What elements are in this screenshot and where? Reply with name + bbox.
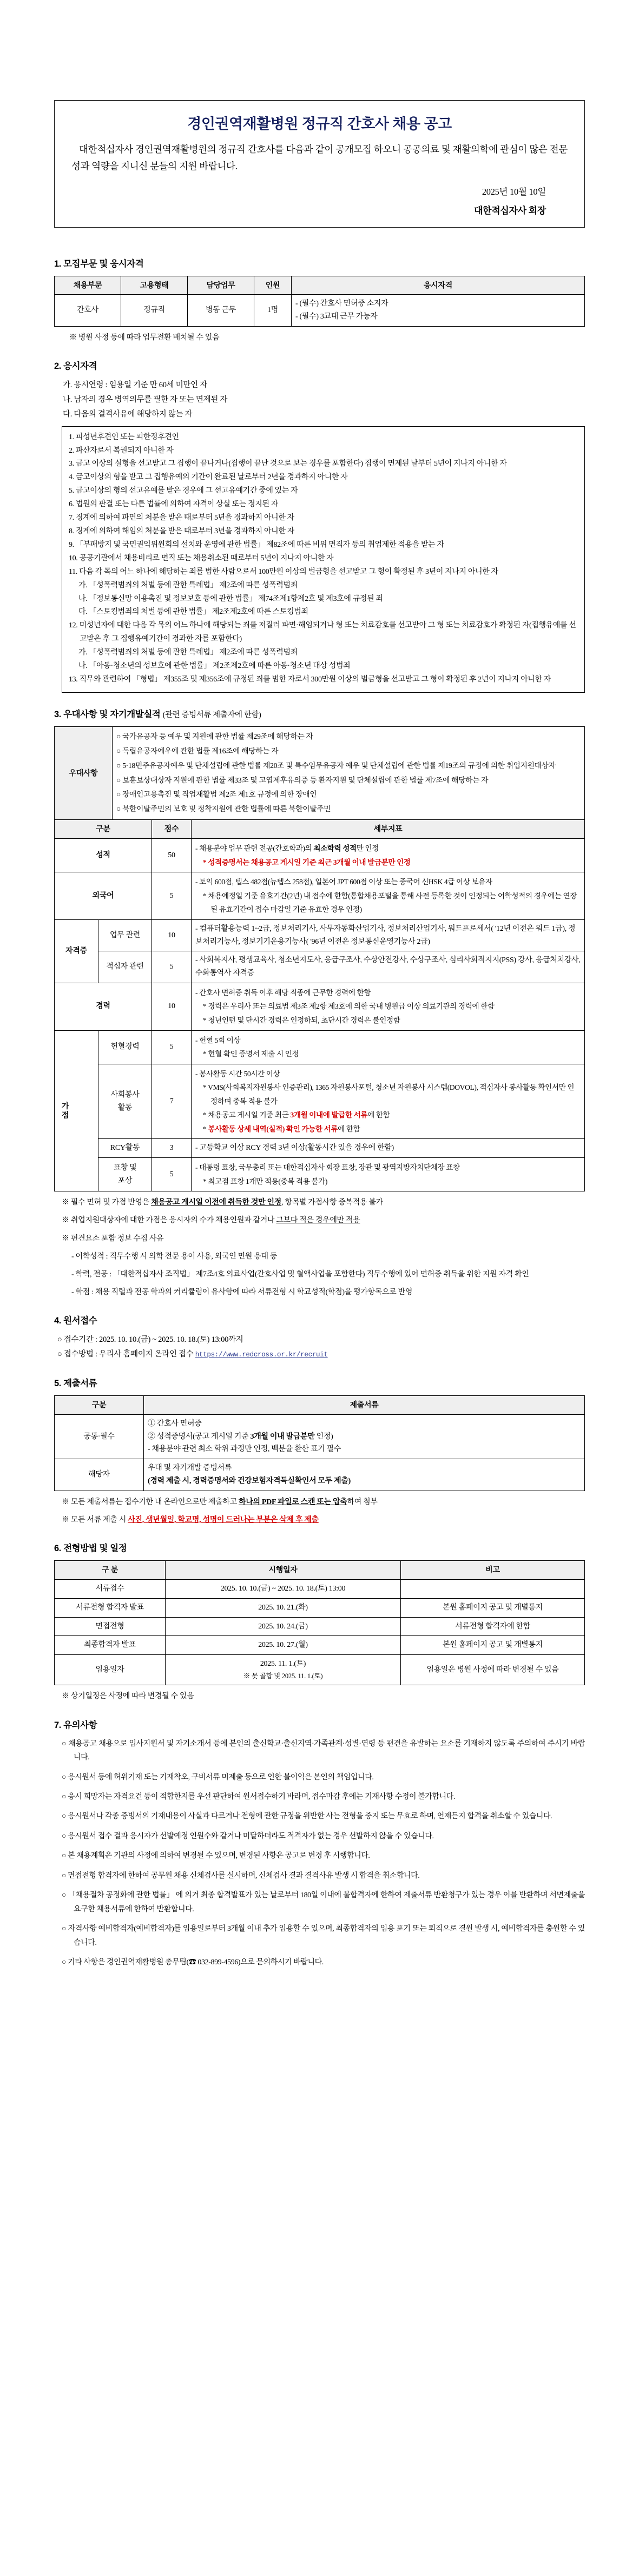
col-points: 점수 (152, 820, 192, 839)
disqualification-item: 13. 직무와 관련하여 「형법」 제355조 및 제356조에 규정된 죄를 범한 자로서 300만원 이상의 벌금형을 선고받고 그 형이 확정된 후 2년이 지나지 아니한 자 (69, 675, 551, 684)
row-label-award: 표창 및 포상 (98, 1158, 152, 1191)
cell-count: 1명 (254, 295, 292, 327)
disqualification-item: 5. 금고이상의 형의 선고유예를 받은 경우에 그 선고유예기간 중에 있는 자 (69, 487, 298, 495)
list-item: ○ 본 채용계획은 기관의 사정에 의하여 변경될 수 있으며, 변경된 사항은 공고로 변경 후 시행합니다. (62, 1849, 585, 1863)
table-row (55, 1064, 585, 1139)
disqualification-item: 10. 공공기관에서 채용비리로 면직 또는 채용취소된 때로부터 5년이 지나지 아니한 자 (69, 554, 334, 562)
col-count: 인원 (254, 276, 292, 295)
table-row (55, 295, 585, 327)
disqualification-box (62, 426, 585, 693)
col-employment: 고용형태 (121, 276, 188, 295)
eligibility-item: 나. 남자의 경우 병역의무를 필한 자 또는 면제된 자 (63, 395, 228, 405)
preference-label: 우대사항 (55, 726, 113, 819)
table-row (55, 1636, 585, 1655)
row-points-grade: 50 (152, 839, 192, 872)
schedule-date: 2025. 10. 27.(월) (166, 1636, 401, 1655)
table-row (55, 1598, 585, 1617)
table-header-row (55, 276, 585, 295)
table-row (55, 1617, 585, 1636)
section3-heading-sub: (관련 증빙서류 제출자에 한함) (162, 710, 261, 719)
scoring-table (54, 819, 585, 1191)
preference-item: ○ 장애인고용촉진 및 직업재활법 제2조 제1호 규정에 의한 장애인 (116, 790, 317, 799)
schedule-date: 2025. 10. 21.(화) (166, 1598, 401, 1617)
notice-list (62, 1737, 585, 1970)
announcement-date: 2025년 10월 10일 (482, 186, 546, 197)
detail-line: * VMS(사회복지자원봉사 인증관리), 1365 자원봉사포털, 청소년 자원봉사 시스템(DOVOL), 적십자사 봉사활동 확인서만 인정하며 중복 적용 불가 (203, 1083, 575, 1105)
doc-list-applicable (144, 1459, 585, 1491)
section3-heading (54, 707, 585, 720)
note-emph-red: 사진, 생년월일, 학교명, 성명이 드러나는 부분은 삭제 후 제출 (128, 1516, 319, 1525)
note-emph: 그보다 적은 경우에만 적용 (276, 1216, 360, 1225)
note-emph: 하나의 PDF 파일로 스캔 또는 압축 (239, 1498, 347, 1506)
schedule-date: 2025. 10. 10.(금) ~ 2025. 10. 18.(토) 13:00 (166, 1580, 401, 1599)
list-item: ○ 응시원서 접수 결과 응시자가 선발예정 인원수와 같거나 미달하더라도 적격자가 없는 경우 선발하지 않을 수 있습니다. (62, 1830, 585, 1843)
disqualification-subitem: 가. 「성폭력범죄의 처벌 등에 관한 특례법」 제2조에 따른 성폭력범죄 (78, 648, 298, 657)
col-step: 구 분 (55, 1561, 166, 1580)
col-doc-list: 제출서류 (144, 1396, 585, 1415)
row-detail-grade (192, 839, 585, 872)
detail-line-highlight: * 성적증명서는 채용공고 게시일 기준 최근 3개월 이내 발급분만 인정 (203, 858, 411, 866)
period-label: ○ 접수기간 : (57, 1335, 99, 1345)
table-header-row (55, 820, 585, 839)
schedule-step: 임용일자 (55, 1655, 166, 1685)
disqualification-subitem: 가. 「성폭력범죄의 처벌 등에 관한 특례법」 제2조에 따른 성폭력범죄 (78, 581, 298, 590)
section6-heading: 6. 전형방법 및 일정 (54, 1544, 127, 1554)
section5-heading: 5. 제출서류 (54, 1379, 97, 1389)
row-points-rcy: 3 (152, 1139, 192, 1158)
cell-qualification (292, 295, 585, 327)
row-points-language: 5 (152, 872, 192, 920)
col-qualification: 응시자격 (292, 276, 585, 295)
detail-line: - 대통령 표창, 국무총리 또는 대한적십자사 회장 표창, 장관 및 광역지방자치단체장 표창 (195, 1163, 460, 1172)
section3-note-2 (62, 1214, 585, 1227)
note-pre: ※ 모든 서류 제출 시 (62, 1516, 128, 1525)
detail-line: * 헌혈 확인 증명서 제출 시 인정 (203, 1050, 299, 1058)
row-group-bonus (55, 1030, 98, 1191)
row-detail-award (192, 1158, 585, 1191)
row-label-cert-redcross: 적십자 관련 (98, 951, 152, 983)
col-doc-category: 구분 (55, 1396, 144, 1415)
row-points-cert-redcross: 5 (152, 951, 192, 983)
schedule-remark (401, 1580, 585, 1599)
detail-line: * 청년인턴 및 단시간 경력은 인정하되, 초단시간 경력은 불인정함 (203, 1016, 400, 1025)
doc-item: - 채용분야 관련 최소 학위 과정만 인정, 백분율 환산 표기 필수 (148, 1445, 341, 1454)
note-post: 하여 첨부 (347, 1498, 378, 1506)
col-details: 세부지표 (192, 820, 585, 839)
schedule-date: 2025. 10. 24.(금) (166, 1617, 401, 1636)
section6-note: ※ 상기일정은 사정에 따라 변경될 수 있음 (62, 1692, 194, 1701)
col-field: 채용부문 (55, 276, 121, 295)
row-group-certificate: 자격증 (55, 919, 98, 983)
disqualification-item: 1. 피성년후견인 또는 피한정후견인 (69, 433, 179, 441)
section2-heading: 2. 응시자격 (54, 361, 97, 372)
row-points-volunteer: 7 (152, 1064, 192, 1139)
row-label-language: 외국어 (55, 872, 152, 920)
list-item: ○ 응시원서나 각종 증빙서의 기재내용이 사실과 다르거나 전형에 관한 규정을 위반한 사는 전형을 중지 또는 무효로 하며, 언제든지 합격을 취소할 수 있습니다. (62, 1810, 585, 1823)
qualification-line: - (필수) 간호사 면허증 소지자 (295, 300, 388, 308)
note-pre: ※ 취업지원대상자에 대한 가점은 응시자의 수가 채용인원과 같거나 (62, 1216, 276, 1225)
row-points-cert-work: 10 (152, 919, 192, 951)
disqualification-item: 3. 금고 이상의 실형을 선고받고 그 집행이 끝나거나(집행이 끝난 것으로 보는 경우를 포함한다) 집행이 면제된 날부터 5년이 지나지 아니한 자 (69, 460, 507, 468)
schedule-remark: 서류전형 합격자에 한함 (401, 1617, 585, 1636)
bias-item: - 어학성적 : 직무수행 시 의학 전문 용어 사용, 외국인 민원 응대 등 (71, 1252, 278, 1261)
application-url-link[interactable]: https://www.redcross.or.kr/recruit (195, 1351, 328, 1359)
col-date: 시행일자 (166, 1561, 401, 1580)
eligibility-item: 다. 다음의 결격사유에 해당하지 않는 자 (63, 409, 193, 419)
detail-line-highlight: * 채용공고 게시일 기준 최근 3개월 이내에 발급한 서류에 한함 (203, 1111, 390, 1120)
cell-employment: 정규직 (121, 295, 188, 327)
method-value: 우리사 홈페이지 온라인 접수 (99, 1350, 195, 1359)
row-label-volunteer: 사회봉사 활동 (98, 1064, 152, 1139)
schedule-step: 서류접수 (55, 1580, 166, 1599)
preference-item: ○ 5·18민주유공자예우 및 단체설립에 관한 법률 제20조 및 특수임무유공자 예우 및 단체설립에 관한 법률 제19조의 규정에 의한 취업지원대상자 (116, 761, 556, 770)
row-points-blood: 5 (152, 1030, 192, 1064)
bias-item: - 학력, 전공 : 「대한적십자사 조직법」 제7조4호 의료사업(간호사업 및 혈액사업을 포함한다) 직무수행에 있어 면허증 취득을 위한 지원 자격 확인 (71, 1270, 529, 1279)
disqualification-item: 7. 징계에 의하여 파면의 처분을 받은 때로부터 5년을 경과하지 아니한 자 (69, 514, 294, 522)
row-points-award: 5 (152, 1158, 192, 1191)
period-value: 2025. 10. 10.(금) ~ 2025. 10. 18.(토) 13:00까지 (99, 1335, 243, 1345)
list-item: ○ 면접전형 합격자에 한하여 공무원 채용 신체검사를 실시하며, 신체검사 결과 결격사유 발생 시 합격을 취소합니다. (62, 1869, 585, 1883)
detail-line: - 헌혈 5회 이상 (195, 1036, 241, 1044)
application-period (57, 1333, 585, 1347)
bias-item: - 학점 : 채용 직렬과 전공 학과의 커리큘럼이 유사함에 따라 서류전형 시 학교성적(학점)을 평가항목으로 반영 (71, 1288, 413, 1297)
list-item: ○ 기타 사항은 경인권역재활병원 총무팀(☎ 032-899-4596)으로 문의하시기 바랍니다. (62, 1956, 585, 1969)
preference-body (113, 726, 585, 819)
method-label: ○ 접수방법 : (57, 1350, 99, 1359)
row-label-cert-work: 업무 관련 (98, 919, 152, 951)
cell-duty: 병동 근무 (188, 295, 254, 327)
table-row (55, 1139, 585, 1158)
preference-table (54, 726, 585, 820)
detail-line-highlight: * 봉사활동 상세 내역(실적) 확인 가능한 서류에 한함 (203, 1124, 360, 1133)
row-label-career: 경력 (55, 983, 152, 1030)
table-row (55, 1414, 585, 1459)
schedule-date-value: 2025. 11. 1.(토) (260, 1660, 306, 1668)
disqualification-item: 6. 법원의 판결 또는 다른 법률에 의하여 자격이 상실 또는 정지된 자 (69, 500, 278, 509)
table-row (55, 839, 585, 872)
row-detail-career (192, 983, 585, 1030)
col-category: 구분 (55, 820, 152, 839)
preference-item: ○ 국가유공자 등 예우 및 지원에 관한 법률 제29조에 해당하는 자 (116, 732, 313, 740)
row-detail-rcy: - 고등학교 이상 RCY 경력 3년 이상(활동시간 있을 경우에 한함) (192, 1139, 585, 1158)
bias-title: ※ 편견요소 포함 정보 수집 사유 (62, 1234, 164, 1243)
schedule-remark: 임용일은 병원 사정에 따라 변경될 수 있음 (401, 1655, 585, 1685)
note-pre: ※ 필수 면허 및 가점 반영은 (62, 1198, 151, 1207)
schedule-remark: 본원 홈페이지 공고 및 개별통지 (401, 1636, 585, 1655)
detail-line: - 채용분야 업무 관련 전공(간호학과)의 최소학력 성적만 인정 (195, 844, 379, 853)
disqualification-subitem: 나. 「정보통신망 이용촉진 및 정보보호 등에 관한 법률」 제74조제1항제2호 및 제3호에 규정된 죄 (78, 594, 383, 603)
section3-note-1 (62, 1196, 585, 1209)
list-item: ○ 채용공고 채용으로 입사지원서 및 자기소개서 등에 본인의 출신학교·출신지역·가족관계·성별·연령 등 편견을 유발하는 요소를 기재하지 않도록 주의하여 주시기 바랍니다. (62, 1737, 585, 1765)
schedule-step: 최종합격자 발표 (55, 1636, 166, 1655)
detail-line: - 간호사 면허증 취득 이후 해당 직종에 근무한 경력에 한함 (195, 988, 371, 997)
table-row (55, 872, 585, 920)
disqualification-item: 8. 징계에 의하여 해임의 처분을 받은 때로부터 3년을 경과하지 아니한 자 (69, 527, 294, 535)
row-detail-language (192, 872, 585, 920)
documents-table (54, 1395, 585, 1491)
detail-line: - 봉사활동 시간 50시간 이상 (195, 1069, 280, 1078)
row-label-blood: 헌혈경력 (98, 1030, 152, 1064)
section1-heading: 1. 모집부문 및 응시자격 (54, 259, 144, 269)
disqualification-item: 11. 다음 각 목의 어느 하나에 해당하는 죄를 범한 사람으로서 100만원 이상의 벌금형을 선고받고 그 형이 확정된 후 3년이 지나지 아니한 자 (69, 567, 498, 576)
note-emph: 채용공고 게시일 이전에 취득한 것만 인정 (151, 1198, 281, 1207)
application-method (57, 1347, 585, 1362)
doc-item: 우대 및 자기개발 증빙서류 (148, 1464, 232, 1473)
doc-label-applicable: 해당자 (55, 1459, 144, 1491)
row-detail-blood (192, 1030, 585, 1064)
section-preference (54, 707, 585, 1300)
disqualification-subitem: 다. 「스토킹범죄의 처벌 등에 관한 법률」 제2조제2호에 따른 스토킹범죄 (78, 608, 308, 617)
section7-heading: 7. 유의사항 (54, 1720, 97, 1730)
preference-item: ○ 북한이탈주민의 보호 및 정착지원에 관한 법률에 따른 북한이탈주민 (116, 805, 331, 813)
doc-list-required (144, 1414, 585, 1459)
section5-note-1 (62, 1495, 585, 1509)
disqualification-item: 9. 「부패방지 및 국민권익위원회의 설치와 운영에 관한 법률」 제82조에 따른 비위 면직자 등의 취업제한 적용을 받는 자 (69, 540, 444, 549)
table-row (55, 983, 585, 1030)
row-points-career: 10 (152, 983, 192, 1030)
schedule-table (54, 1560, 585, 1685)
header-box (54, 100, 585, 228)
table-row (55, 951, 585, 983)
doc-label-required: 공통·필수 (55, 1414, 144, 1459)
detail-line: * 최고점 표창 1개만 적용(중복 적용 불가) (203, 1177, 328, 1186)
table-row (55, 1459, 585, 1491)
row-detail-cert-redcross: - 사회복지사, 평생교육사, 청소년지도사, 응급구조사, 수상안전강사, 수상구조사, 심리사회적지지(PSS) 강사, 응급처치강사, 수화통역사 자격증 (192, 951, 585, 983)
list-item: ○ 「채용절차 공정화에 관한 법률」 에 의거 최종 합격발표가 있는 날로부터 180일 이내에 불합격자에 한하여 제출서류 반환청구가 있는 경우 이를 반환하며 서면제출을 요구한 채용서류에 한하여 반환합니다. (62, 1889, 585, 1916)
schedule-date (166, 1655, 401, 1685)
schedule-remark: 본원 홈페이지 공고 및 개별통지 (401, 1598, 585, 1617)
doc-item: ① 간호사 면허증 (148, 1419, 202, 1428)
schedule-step: 면접전형 (55, 1617, 166, 1636)
disqualification-item: 2. 파산자로서 복권되지 아니한 자 (69, 446, 174, 455)
recruitment-table (54, 276, 585, 327)
row-detail-volunteer (192, 1064, 585, 1139)
disqualification-item: 12. 미성년자에 대한 다음 각 목의 어느 하나에 해당되는 죄를 저질러 파면·해임되거나 형 또는 치료감호를 선고받아 그 형 또는 치료감호가 확정된 자(집행유예를 선고받은 후 그 집행유예기간이 경과한 자를 포함한다) (69, 621, 576, 644)
table-row (55, 726, 585, 819)
list-item: ○ 응시 희망자는 자격요건 등이 적합한지를 우선 판단하여 원서접수하기 바라며, 접수마감 후에는 기재사항 수정이 불가합니다. (62, 1790, 585, 1804)
section5-note-2 (62, 1513, 585, 1527)
table-row (55, 1158, 585, 1191)
section-recruitment (54, 256, 585, 345)
row-label-rcy: RCY활동 (98, 1139, 152, 1158)
section1-note: ※ 병원 사정 등에 따라 업무전환 배치될 수 있음 (69, 334, 220, 342)
eligibility-item: 가. 응시연령 : 임용일 기준 만 60세 미만인 자 (63, 381, 207, 390)
section-eligibility (54, 359, 585, 693)
schedule-date-note: ※ 못 골합 및 2025. 11. 1.(토) (243, 1672, 323, 1680)
disqualification-subitem: 나. 「아동·청소년의 성보호에 관한 법률」 제2조제2호에 따른 아동·청소년 대상 성범죄 (78, 662, 351, 671)
note-pre: ※ 모든 제출서류는 접수기한 내 온라인으로만 제출하고 (62, 1498, 239, 1506)
table-header-row (55, 1561, 585, 1580)
page-title: 경인권역재활병원 정규직 간호사 채용 공고 (187, 116, 452, 132)
section-application (54, 1313, 585, 1362)
table-row (55, 1655, 585, 1685)
list-item: ○ 응시원서 등에 허위기재 또는 기재착오, 구비서류 미제출 등으로 인한 불이익은 본인의 책임입니다. (62, 1771, 585, 1784)
section-documents (54, 1376, 585, 1527)
qualification-line: - (필수) 3교대 근무 가능자 (295, 313, 378, 321)
detail-line: - 토익 600점, 텝스 482점(뉴텝스 258점), 일본어 JPT 600점 이상 또는 중국어 신HSK 4급 이상 보유자 (195, 878, 492, 886)
section-schedule (54, 1541, 585, 1703)
cell-field: 간호사 (55, 295, 121, 327)
detail-line: * 채용예정일 기준 유효기간(2년) 내 점수에 한함(통합채용포털을 통해 사전 등록한 것이 인정되는 어학성적의 경우에는 연장된 유효기간이 접수 마감일 기준 유효한 경우 인정) (203, 891, 577, 914)
row-detail-cert-work: - 컴퓨터활용능력 1~2급, 정보처리기사, 사무자동화산업기사, 정보처리산업기사, 워드프로세서( '12년 이전은 워드 1급), 정보처리기능사, 정보기기운용기능사( '96년 이전은 정보통신운영기능사 2급) (192, 919, 585, 951)
intro-paragraph: 대한적십자사 경인권역재활병원의 정규직 간호사를 다음과 같이 공개모집 하오니 공공의료 및 재활의학에 관심이 많은 전문성과 역량을 지니신 분들의 지원 바랍니다. (71, 144, 568, 172)
note-post: , 항목별 가점사항 중복적용 불가 (281, 1198, 383, 1207)
section3-heading-main: 3. 우대사항 및 자기개발실적 (54, 709, 161, 719)
detail-line: * 경력은 우리사 또는 의료법 제3조 제2항 제3호에 의한 국내 병원급 이상 의료기관의 경력에 한함 (203, 1002, 495, 1011)
section4-heading: 4. 원서접수 (54, 1316, 97, 1326)
doc-item: (경력 제출 시, 경력증명서와 건강보험자격득실확인서 모두 제출) (148, 1477, 351, 1486)
issuer-name: 대한적십자사 회장 (474, 205, 546, 216)
table-row (55, 919, 585, 951)
preference-item: ○ 독립유공자예우에 관한 법률 제16조에 해당하는 자 (116, 746, 279, 755)
table-row (55, 1030, 585, 1064)
bonus-group-label: 가점 (61, 1101, 70, 1120)
table-row (55, 1580, 585, 1599)
row-label-grade: 성적 (55, 839, 152, 872)
list-item: ○ 자격사항 예비합격자(예비합격자)를 임용일로부터 3개월 이내 추가 임용할 수 있으며, 최종합격자의 임용 포기 또는 퇴직으로 결원 발생 시, 예비합격자를 충원할 수 있습니다. (62, 1922, 585, 1950)
section-notices (54, 1718, 585, 1970)
col-remark: 비고 (401, 1561, 585, 1580)
preference-item: ○ 보훈보상대상자 지원에 관한 법률 제33조 및 고엽제후유의증 등 환자지원 및 단체설립에 관한 법률 제7조에 해당하는 자 (116, 776, 489, 784)
disqualification-item: 4. 금고이상의 형을 받고 그 집행유예의 기간이 완료된 날로부터 2년을 경과하지 아니한 자 (69, 473, 348, 482)
schedule-step: 서류전형 합격자 발표 (55, 1598, 166, 1617)
col-duty: 담당업무 (188, 276, 254, 295)
table-header-row (55, 1396, 585, 1415)
doc-item: ② 성적증명서(공고 게시일 기준 3개월 이내 발급분만 인정) (148, 1432, 333, 1441)
